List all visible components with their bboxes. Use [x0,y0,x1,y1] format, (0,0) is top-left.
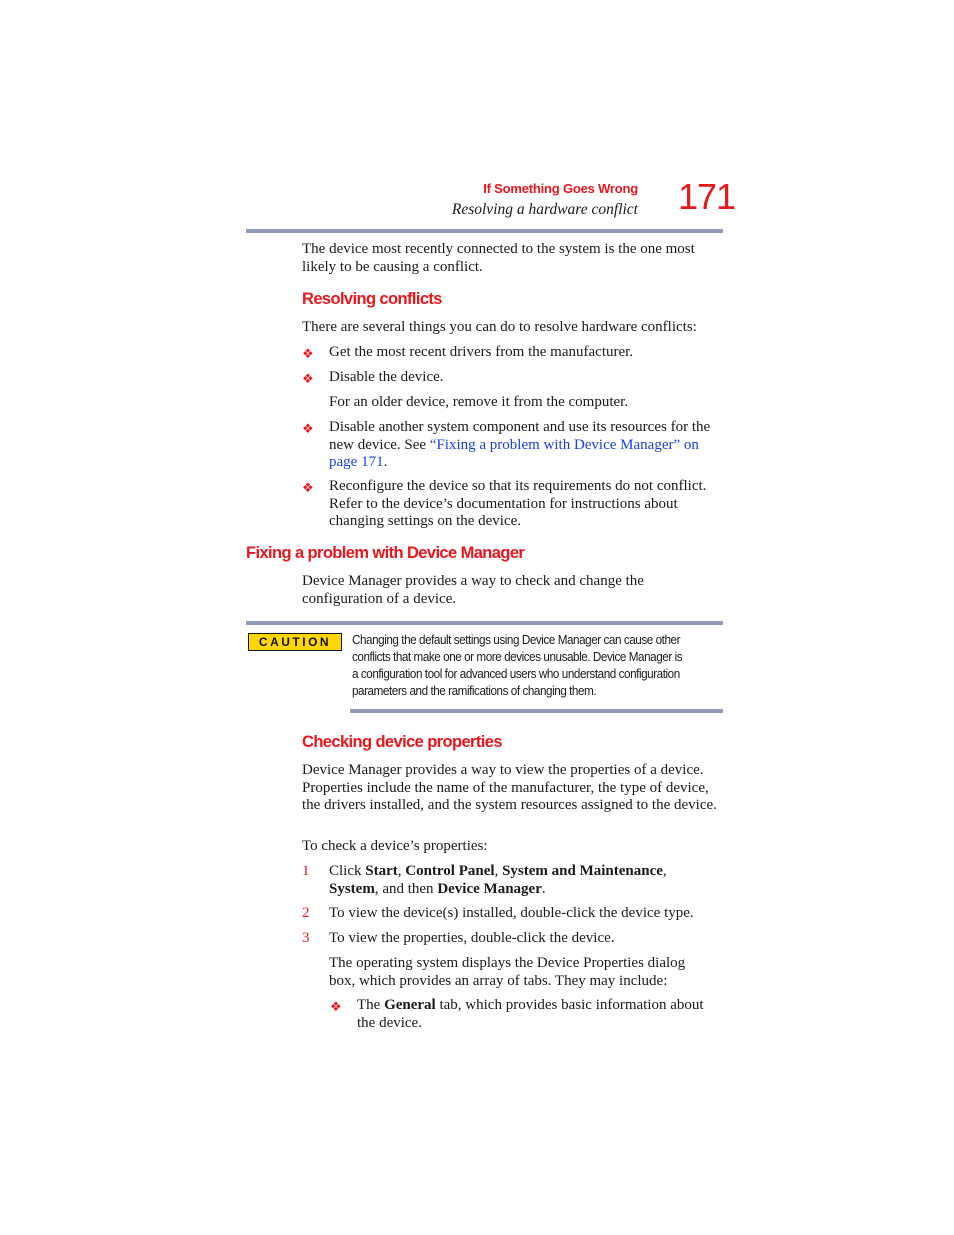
caution-text: Changing the default settings using Device Manager can cause other conflicts that make one or more devices unusable. Device Manager is a configuration tool for advanced users who understand configuration parameters and the ramifications of changing them. [352,632,683,698]
step-term: System [329,880,375,897]
cross-reference-link[interactable]: “Fixing a problem with Device Manager” on page 171 [329,436,699,470]
step-term: System and Maintenance [502,863,663,879]
resolving-lead: There are several things you can do to resolve hardware conflicts: [302,319,697,335]
step-text: , [397,863,406,879]
caution-bottom-rule [350,709,723,713]
bullet-icon: ❖ [302,346,314,361]
chapter-title: If Something Goes Wrong [483,181,638,196]
caution-top-rule [246,621,723,625]
heading-fixing-device-manager: Fixing a problem with Device Manager [246,544,525,562]
checking-lead: To check a device’s properties: [302,838,488,854]
step-number: 3 [302,930,310,946]
step-term: Control Panel [405,863,495,879]
heading-resolving-conflicts: Resolving conflicts [302,290,442,308]
list-item: Get the most recent drivers from the manufacturer. [329,344,634,360]
list-item-text: Disable another system component and use its resources for the new device. See [329,419,711,453]
step-text: , [662,863,667,879]
sub-item-text: The [357,997,385,1013]
fixing-paragraph: Device Manager provides a way to check and change the configuration of a device. [302,573,644,607]
bullet-icon: ❖ [330,999,342,1014]
checking-paragraph: Device Manager provides a way to view the properties of a device. Properties include the name of the manufacturer, the type of device, the drivers installed, and the system resources assigned to the device. [302,762,717,813]
sub-list-item [357,997,723,1032]
heading-checking-device-properties: Checking device properties [302,733,502,751]
bullet-icon: ❖ [302,421,314,436]
step-item: To view the properties, double-click the device. [329,930,615,946]
step-item: To view the device(s) installed, double-click the device type. [329,905,694,921]
step-term: Start [365,863,398,879]
step-item [329,863,723,898]
list-item [329,419,723,472]
sub-item-text: tab, which provides basic information about the device. [357,997,704,1031]
step-number: 1 [302,863,310,879]
step-number: 2 [302,905,310,921]
list-item: Disable the device. [329,369,444,385]
step-followup: The operating system displays the Device Properties dialog box, which provides an array of tabs. They may include: [329,955,686,989]
list-item: Reconfigure the device so that its requirements do not conflict. Refer to the device’s documentation for instructions about changing settings on the device. [329,478,707,529]
step-term: Device Manager [437,880,542,897]
section-title: Resolving a hardware conflict [451,201,638,218]
header-rule [246,229,723,233]
step-text: . [541,880,546,897]
bullet-icon: ❖ [302,371,314,386]
page-number: 171 [678,176,736,217]
intro-paragraph: The device most recently connected to the system is the one most likely to be causing a conflict. [302,241,695,275]
sub-item-term: General [384,997,436,1013]
list-item-text: . [383,454,388,470]
list-item-note: For an older device, remove it from the computer. [329,394,629,410]
caution-badge: CAUTION [248,633,342,651]
step-text: , and then [374,880,438,897]
step-text: Click [329,863,366,879]
step-text: , [494,863,503,879]
bullet-icon: ❖ [302,480,314,495]
